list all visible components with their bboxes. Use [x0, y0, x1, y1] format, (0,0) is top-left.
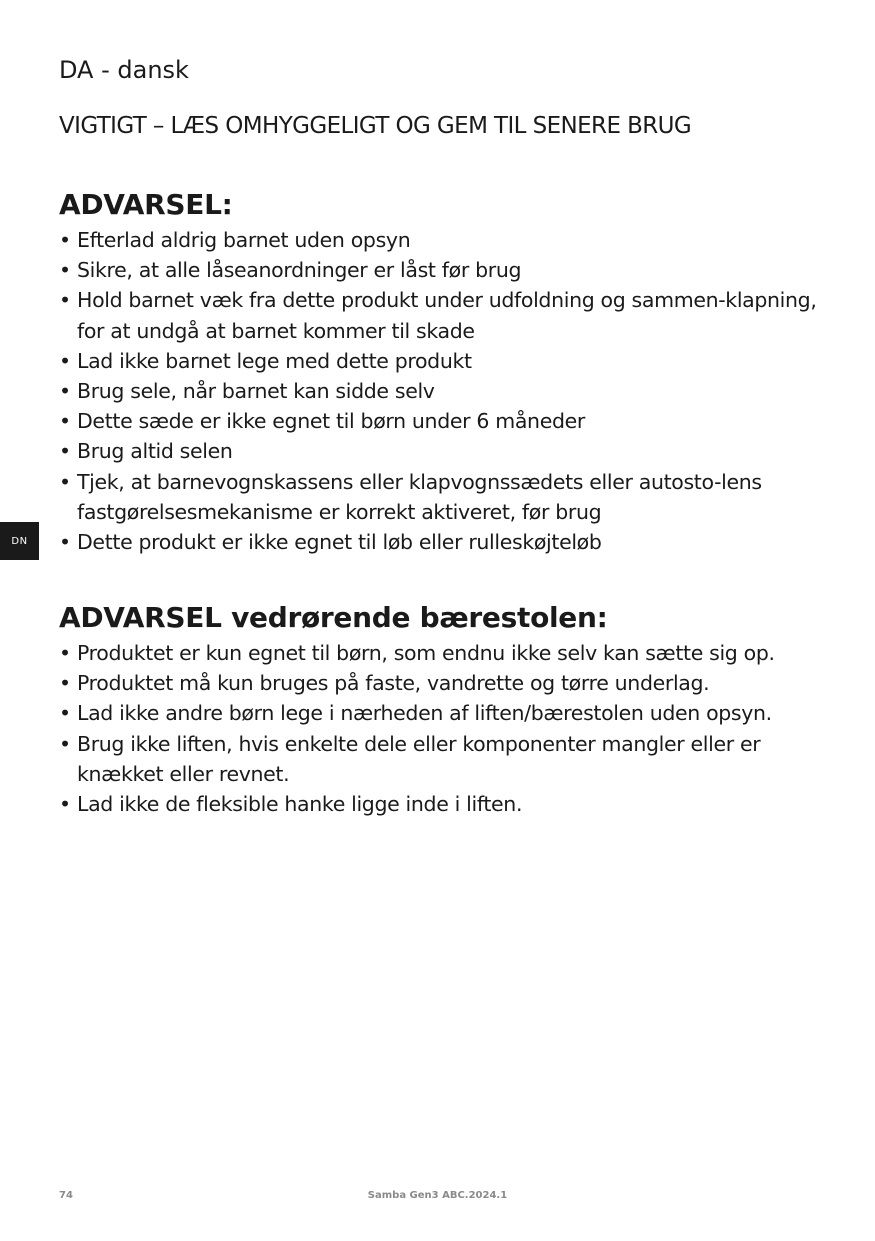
carrycot-warning-section: [59, 598, 839, 819]
bullet-icon: •: [59, 530, 71, 555]
bullet-icon: •: [59, 409, 71, 434]
carrycot-warning-item-text: Lad ikke andre børn lege i nærheden af liften/bærestolen uden opsyn.: [77, 701, 772, 726]
warning-item: [59, 436, 839, 466]
warning-item: [59, 376, 839, 406]
warning-item: [59, 225, 839, 255]
warning-item-text: Hold barnet væk fra dette produkt under udfoldning og sammen-klapning, for at undgå at barnet kommer til skade: [77, 288, 817, 343]
carrycot-warning-item: [59, 638, 839, 668]
footer-document-id: Samba Gen3 ABC.2024.1: [367, 1190, 508, 1201]
important-notice: VIGTIGT – LÆS OMHYGGELIGT OG GEM TIL SENERE BRUG: [59, 113, 692, 139]
bullet-icon: •: [59, 731, 71, 756]
warning-heading: ADVARSEL:: [59, 188, 233, 221]
warning-item-text: Brug sele, når barnet kan sidde selv: [77, 379, 435, 404]
carrycot-warning-item-text: Lad ikke de fleksible hanke ligge inde i liften.: [77, 792, 523, 817]
warning-item-text: Efterlad aldrig barnet uden opsyn: [77, 228, 411, 252]
bullet-icon: •: [59, 641, 71, 665]
bullet-icon: •: [59, 671, 71, 696]
bullet-icon: •: [59, 439, 71, 464]
carrycot-warning-item: [59, 668, 839, 698]
warning-item-text: Lad ikke barnet lege med dette produkt: [77, 348, 472, 373]
bullet-icon: •: [59, 469, 71, 494]
warning-item-text: Tjek, at barnevognskassens eller klapvognssædets eller autosto-lens fastgørelsesmekanisme er korrekt aktiveret, før brug: [77, 469, 762, 524]
carrycot-warning-item: [59, 789, 839, 819]
language-side-tab: DN: [0, 522, 39, 560]
bullet-icon: •: [59, 258, 71, 283]
bullet-icon: •: [59, 228, 71, 252]
footer-page-number: 74: [59, 1190, 73, 1201]
carrycot-warning-item-text: Brug ikke liften, hvis enkelte dele eller komponenter mangler eller er knækket eller revnet.: [77, 731, 761, 786]
warning-item-text: Dette produkt er ikke egnet til løb eller rulleskøjteløb: [77, 530, 602, 555]
warning-list: [59, 225, 839, 557]
carrycot-warning-item-text: Produktet er kun egnet til børn, som endnu ikke selv kan sætte sig op.: [77, 641, 775, 665]
warning-item: [59, 406, 839, 436]
bullet-icon: •: [59, 379, 71, 404]
warning-item: [59, 285, 839, 345]
bullet-icon: •: [59, 792, 71, 817]
warning-item-text: Dette sæde er ikke egnet til børn under 6 måneder: [77, 409, 585, 434]
warning-item-text: Sikre, at alle låseanordninger er låst før brug: [77, 258, 522, 283]
warning-item-text: Brug altid selen: [77, 439, 233, 464]
warning-item: [59, 346, 839, 376]
warning-item: [59, 527, 839, 557]
carrycot-warning-item: [59, 729, 839, 789]
carrycot-warning-list: [59, 638, 839, 819]
bullet-icon: •: [59, 288, 71, 313]
warning-section: [59, 185, 839, 557]
warning-item: [59, 255, 839, 285]
bullet-icon: •: [59, 701, 71, 726]
bullet-icon: •: [59, 348, 71, 373]
carrycot-warning-item-text: Produktet må kun bruges på faste, vandrette og tørre underlag.: [77, 671, 710, 696]
warning-item: [59, 467, 839, 527]
carrycot-warning-item: [59, 698, 839, 728]
language-title: DA - dansk: [59, 56, 189, 84]
carrycot-warning-heading: ADVARSEL vedrørende bærestolen:: [59, 601, 608, 634]
